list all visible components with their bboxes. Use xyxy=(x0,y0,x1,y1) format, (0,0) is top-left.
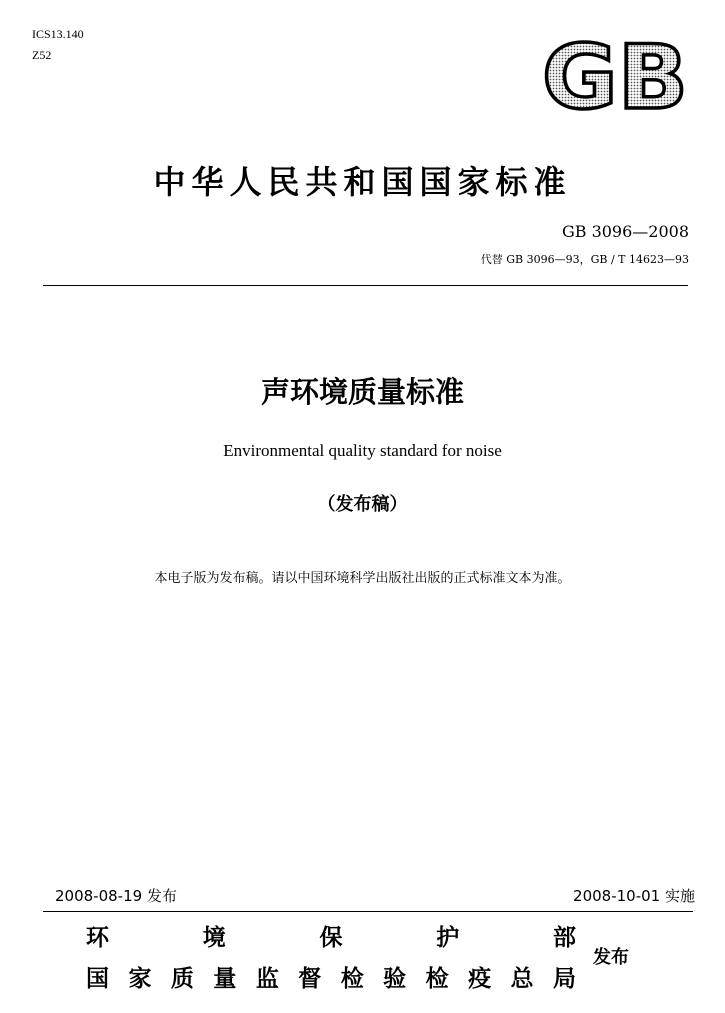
electronic-version-note: 本电子版为发布稿。请以中国环境科学出版社出版的正式标准文本为准。 xyxy=(154,571,571,586)
ics-code: ICS13.140 xyxy=(32,27,84,41)
issuer-aqsiq xyxy=(86,965,576,993)
issuer-char: 总 xyxy=(510,966,534,992)
standard-number: GB 3096—2008 xyxy=(561,222,689,241)
top-rule xyxy=(43,285,688,286)
classification-code: Z52 xyxy=(32,48,52,62)
issue-date: 2008-08-19 发布 xyxy=(55,887,177,905)
issuer-char: 检 xyxy=(340,966,364,992)
issuer-char: 部 xyxy=(553,925,576,951)
issuer-char: 局 xyxy=(552,966,576,992)
issuer-char: 疫 xyxy=(468,966,492,992)
issuer-char: 境 xyxy=(202,925,226,951)
issuer-char: 量 xyxy=(213,966,237,992)
effective-date: 2008-10-01 实施 xyxy=(573,887,695,905)
issue-word: 发布 xyxy=(593,947,629,968)
standard-type: 中华人民共和国国家标准 xyxy=(153,163,572,201)
issuer-ministry xyxy=(86,924,576,952)
issuer-char: 家 xyxy=(128,966,152,992)
bottom-rule xyxy=(43,911,693,912)
gb-logo-text: GB xyxy=(542,36,688,116)
issuer-char: 监 xyxy=(255,966,279,992)
title-english: Environmental quality standard for noise xyxy=(223,441,502,460)
issuer-char: 质 xyxy=(170,966,194,992)
issuer-char: 保 xyxy=(319,925,343,951)
issuer-char: 督 xyxy=(298,966,322,992)
issuer-char: 国 xyxy=(86,966,109,992)
draft-label: （发布稿） xyxy=(317,494,408,515)
issuer-char: 环 xyxy=(86,925,109,951)
gb-logo xyxy=(540,36,690,116)
issuer-char: 验 xyxy=(383,966,407,992)
replaces-note: 代替 GB 3096—93，GB / T 14623—93 xyxy=(480,253,689,266)
title-chinese: 声环境质量标准 xyxy=(260,375,464,409)
issuer-char: 检 xyxy=(425,966,449,992)
issuer-char: 护 xyxy=(436,925,460,951)
